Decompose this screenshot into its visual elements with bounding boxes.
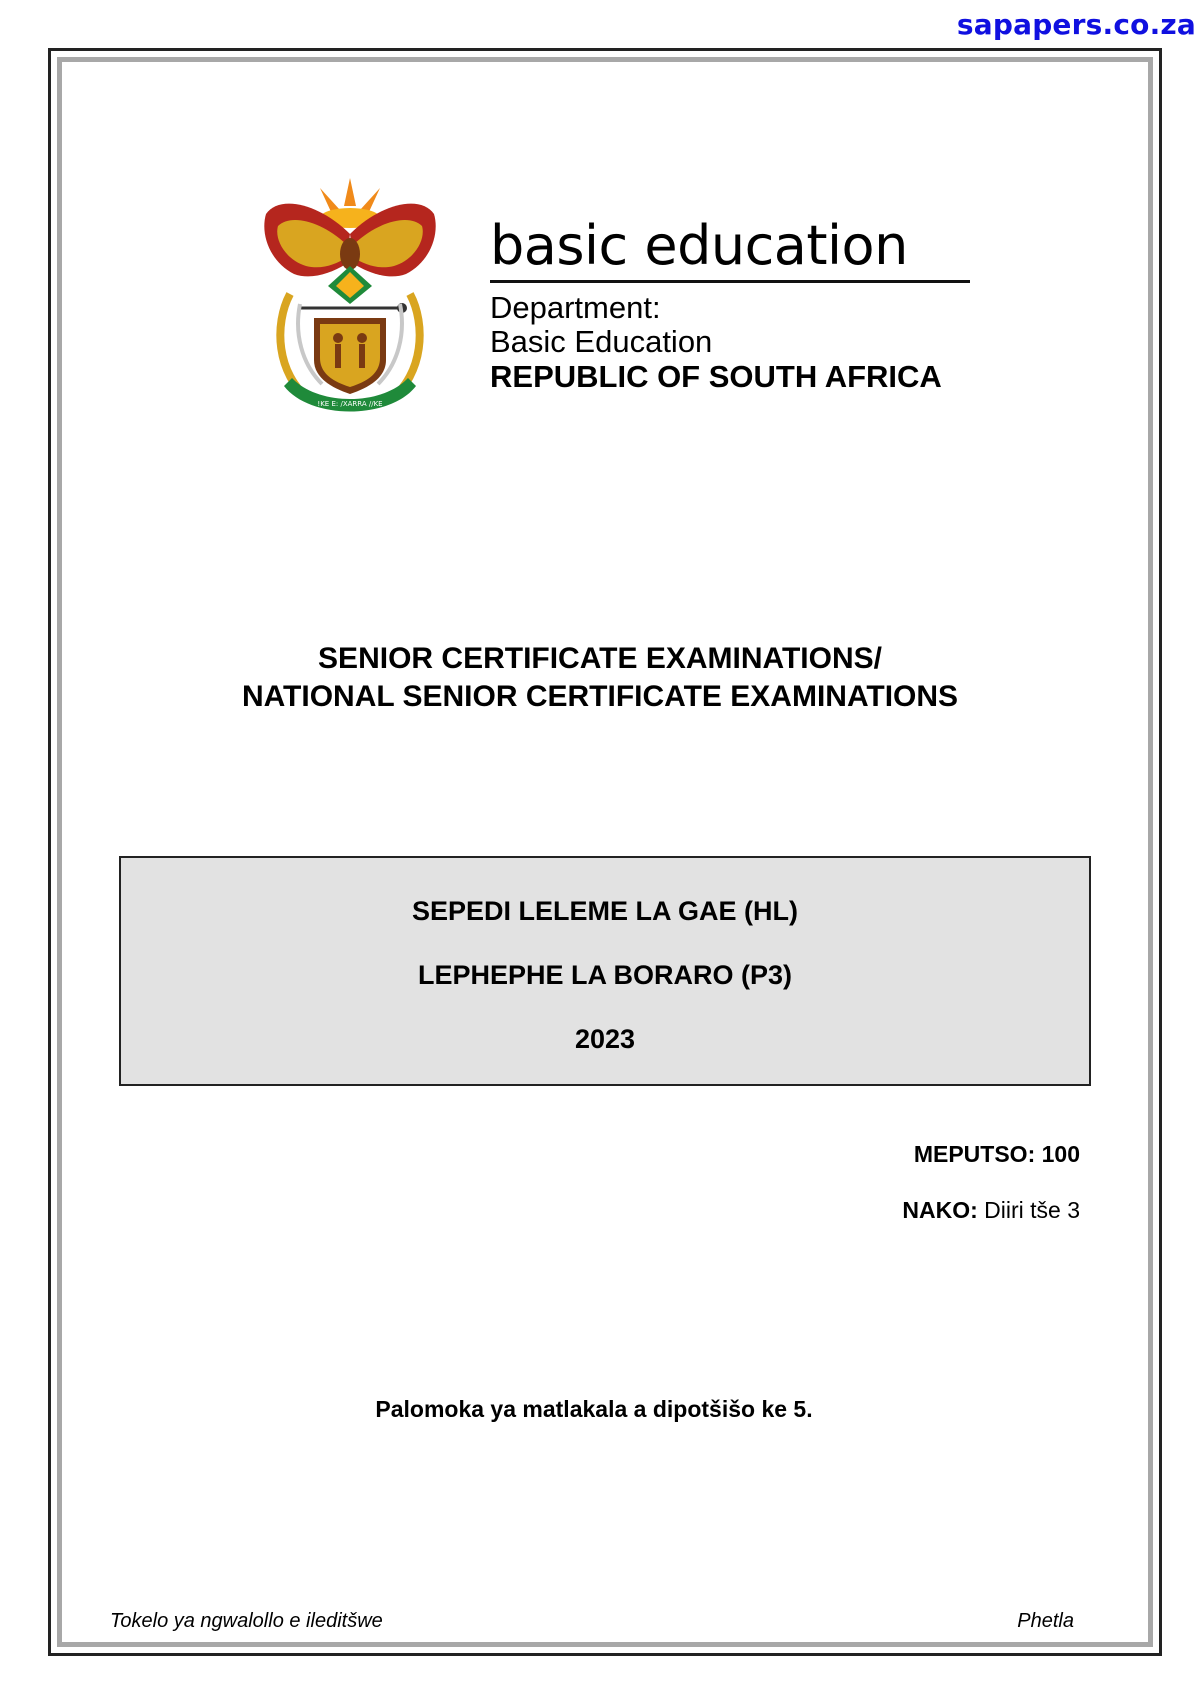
- paper-name: LEPHEPHE LA BORARO (P3): [417, 960, 793, 990]
- pages-note: Palomoka ya matlakala a dipotšišo ke 5.: [375, 1396, 813, 1422]
- department-label: Department:: [490, 290, 661, 325]
- subject-name: SEPEDI LELEME LA GAE (HL): [411, 896, 798, 926]
- bird-body: [340, 238, 360, 270]
- exam-year: 2023: [574, 1024, 636, 1054]
- time-row: [902, 1196, 1080, 1224]
- marks-row: [902, 1140, 1080, 1168]
- turn-over-note: Phetla: [1017, 1610, 1074, 1632]
- exam-title-line2: NATIONAL SENIOR CERTIFICATE EXAMINATIONS: [241, 680, 959, 713]
- time-label: NAKO:: [902, 1197, 978, 1223]
- country-name: REPUBLIC OF SOUTH AFRICA: [490, 359, 942, 394]
- exam-title: [0, 640, 1200, 716]
- department-text: [490, 216, 970, 395]
- coat-of-arms-icon: [250, 174, 450, 424]
- marks-value: 100: [1041, 1141, 1080, 1167]
- brand-title: basic education: [490, 216, 970, 283]
- marks-label: MEPUTSO:: [913, 1141, 1036, 1167]
- motto-text: !KE E: /XARRA //KE: [317, 400, 383, 408]
- department-name: Basic Education: [490, 324, 713, 359]
- department-logo: [250, 174, 990, 424]
- subject-box: [119, 856, 1091, 1086]
- watermark-link[interactable]: sapapers.co.za: [956, 8, 1196, 41]
- time-value: Diiri tše 3: [984, 1197, 1080, 1223]
- exam-info: [902, 1140, 1080, 1224]
- copyright-notice: Tokelo ya ngwalollo e ileditšwe: [110, 1610, 383, 1632]
- exam-title-line1: SENIOR CERTIFICATE EXAMINATIONS/: [318, 642, 882, 675]
